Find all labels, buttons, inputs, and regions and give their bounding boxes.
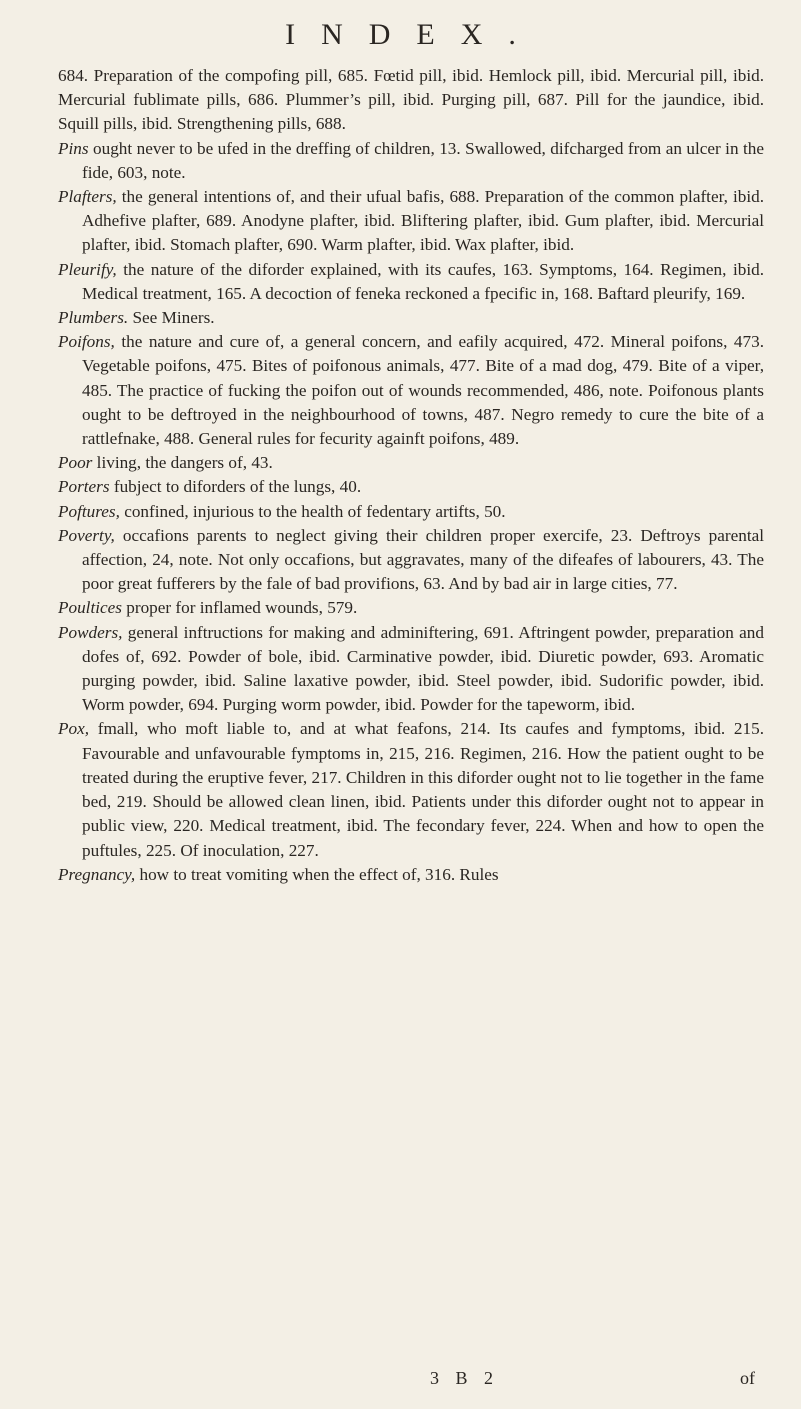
entry-text: 684. Preparation of the compofing pill, 685. Fœtid pill, ibid. Hemlock pill, ibid. Mercurial pill, ibid. Mercurial fublimate pills, 686. Plummer’s pill, ibid. Purging pill, 687. Pill for the jaundice, ibid. Squill pills, ibid. Strengthening pills, 688. <box>58 66 764 134</box>
index-entries <box>58 64 764 887</box>
entry-text: occafions parents to neglect giving their children proper exercife, 23. Deftroys parental affection, 24, note. Not only occafions, but aggravates, many of the difeafes of labourers, 43. The poor great fufferers by the fale of bad provifions, 63. And by bad air in large cities, 77. <box>82 525 764 594</box>
entry-headword: Poor <box>58 453 93 473</box>
entry-headword: Pins <box>58 138 89 158</box>
catchword: of <box>740 1368 755 1388</box>
entry-text: how to treat vomiting when the effect of, 316. Rules <box>135 864 499 884</box>
entry-headword: Poultices <box>58 598 122 618</box>
entry-text: general inftructions for making and adminiftering, 691. Aftringent powder, preparation and dofes of, 692. Powder of bole, ibid. Carminative powder, ibid. Diuretic powder, 693. Aromatic purging powder, ibid. Saline laxative powder, ibid. Steel powder, ibid. Sudorific powder, ibid. Worm powder, 694. Purging worm powder, ibid. Powder for the tapeworm, ibid. <box>82 622 764 715</box>
index-entry <box>58 621 764 718</box>
entry-headword: Pleurify, <box>58 259 117 279</box>
signature-mark: 3 B 2 <box>430 1368 500 1388</box>
index-entry <box>58 596 764 620</box>
entry-text: the nature of the diforder explained, with its caufes, 163. Symptoms, 164. Regimen, ibid. Medical treatment, 165. A decoction of feneka reckoned a fpecific in, 168. Baftard pleurify, 169. <box>82 259 764 303</box>
entry-text: ought never to be ufed in the dreffing of children, 13. Swallowed, difcharged from an ulcer in the fide, 603, note. <box>82 138 764 182</box>
entry-headword: Plumbers. <box>58 308 129 328</box>
entry-text: See Miners. <box>128 308 215 328</box>
entry-headword: Pox, <box>58 719 90 739</box>
index-entry <box>58 451 764 475</box>
index-entry <box>58 863 764 887</box>
entry-text: living, the dangers of, 43. <box>92 453 273 473</box>
index-entry <box>58 258 764 306</box>
entry-headword: Poftures, <box>58 501 120 521</box>
entry-headword: Plafters, <box>58 187 117 207</box>
index-entry <box>58 64 764 137</box>
index-entry <box>58 330 764 451</box>
entry-headword: Powders, <box>58 622 123 642</box>
entry-headword: Porters <box>58 477 110 497</box>
index-entry <box>58 475 764 499</box>
index-entry <box>58 717 764 862</box>
index-entry <box>58 185 764 258</box>
index-entry <box>58 306 764 330</box>
index-entry <box>58 500 764 524</box>
page-header: INDEX. <box>285 18 542 51</box>
entry-headword: Pregnancy, <box>58 864 136 884</box>
entry-text: fubject to diforders of the lungs, 40. <box>109 477 362 497</box>
entry-text: confined, injurious to the health of fedentary artifts, 50. <box>119 501 506 521</box>
index-entry <box>58 524 764 597</box>
index-entry <box>58 137 764 185</box>
entry-text: the nature and cure of, a general concern, and eafily acquired, 472. Mineral poifons, 473. Vegetable poifons, 475. Bites of poifonous animals, 477. Bite of a mad dog, 479. Bite of a viper, 485. The practice of fucking the poifon out of wounds recommended, 486, note. Poifonous plants ought to be deftroyed in the neighbourhood of towns, 487. Negro remedy to cure the bite of a rattlefnake, 488. General rules for fecurity againft poifons, 489. <box>82 332 764 449</box>
entry-text: fmall, who moft liable to, and at what feafons, 214. Its caufes and fymptoms, ibid. 215. Favourable and unfavourable fymptoms in, 215, 216. Regimen, 216. How the patient ought to be treated during the eruptive fever, 217. Children in this diforder ought not to lie together in the fame bed, 219. Should be allowed clean linen, ibid. Patients under this diforder ought not to appear in public view, 220. Medical treatment, ibid. The fecondary fever, 224. When and how to open the puftules, 225. Of inoculation, 227. <box>82 719 764 860</box>
entry-headword: Poverty, <box>58 525 115 545</box>
entry-text: the general intentions of, and their ufual bafis, 688. Preparation of the common plafter, ibid. Adhefive plafter, 689. Anodyne plafter, ibid. Bliftering plafter, ibid. Gum plafter, ibid. Mercurial plafter, ibid. Stomach plafter, 690. Warm plafter, ibid. Wax plafter, ibid. <box>82 187 764 255</box>
entry-headword: Poifons, <box>58 332 115 352</box>
entry-text: proper for inflamed wounds, 579. <box>121 598 358 618</box>
